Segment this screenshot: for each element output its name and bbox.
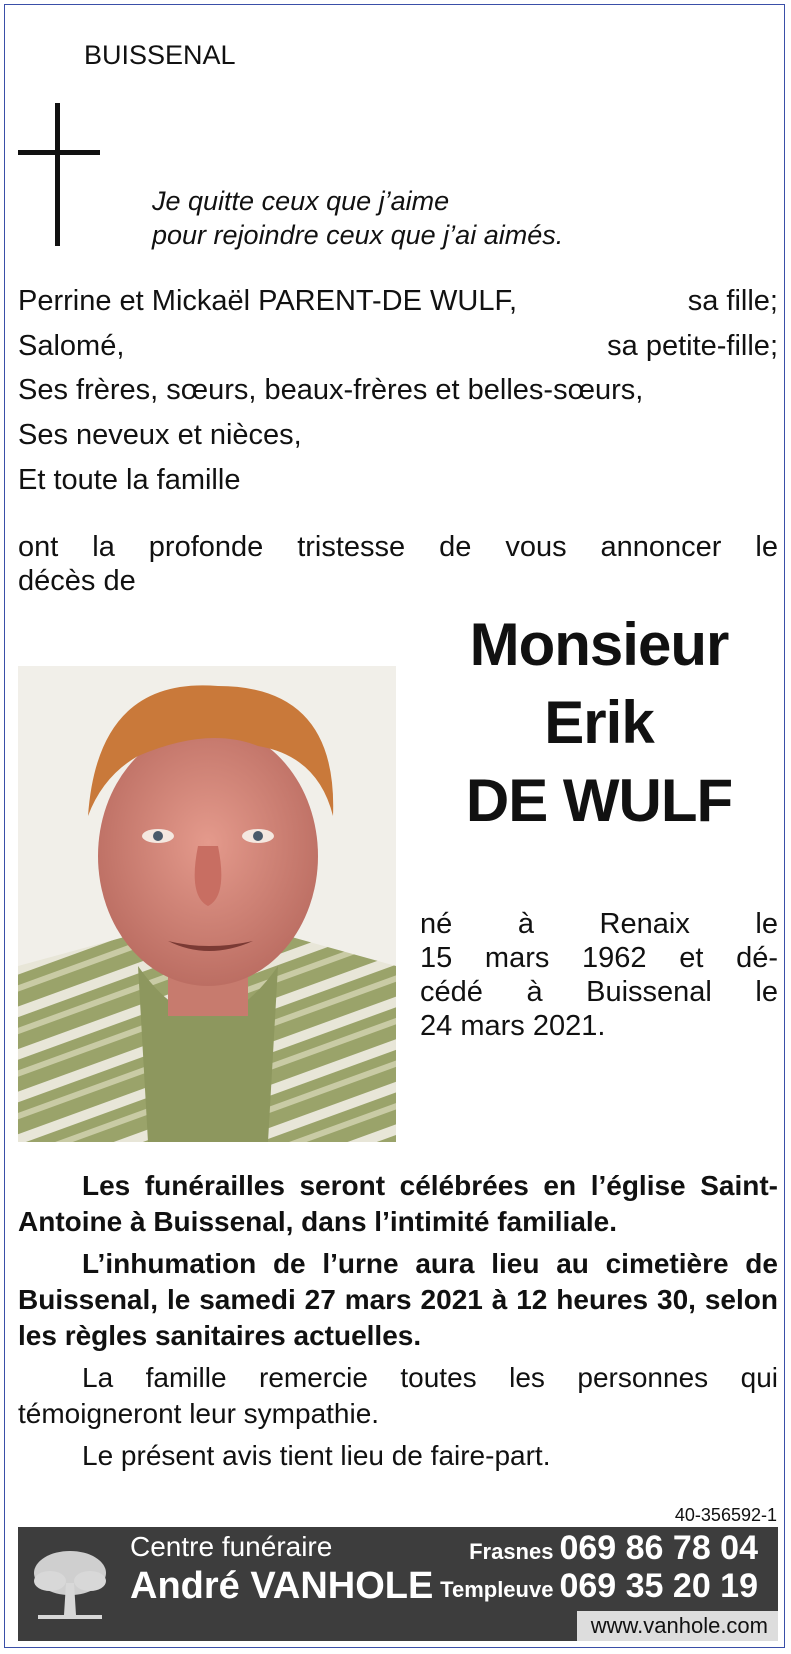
dates-line: 15 mars 1962 et dé-	[420, 942, 778, 974]
family-line	[18, 418, 778, 452]
deceased-last-name: DE WULF	[465, 767, 733, 834]
website-link[interactable]: www.vanhole.com	[577, 1611, 778, 1641]
funeral-details	[18, 1168, 778, 1474]
dates-line: 24 mars 2021.	[420, 1010, 606, 1042]
family-line	[18, 329, 778, 363]
phone-frasnes: Frasnes 069 86 78 04	[469, 1529, 758, 1567]
family-relation: sa petite-fille;	[607, 330, 778, 362]
thanks-note: La famille remercie toutes les personnes qui témoigneront leur sympathie.	[18, 1362, 778, 1429]
funeral-ceremony: Les funérailles seront célébrées en l’église Saint-Antoine à Buissenal, dans l’intimité familiale.	[18, 1170, 778, 1237]
cross-icon	[55, 103, 60, 246]
location-heading: BUISSENAL	[84, 40, 236, 70]
family-line	[18, 284, 778, 318]
dates-line: cédé à Buissenal le	[420, 976, 778, 1008]
family-member: Perrine et Mickaël PARENT-DE WULF,	[18, 285, 518, 317]
epitaph-quote	[152, 184, 563, 252]
family-line	[18, 373, 778, 407]
announcement-line: ont la profonde tristesse de vous annoncer le	[18, 531, 778, 563]
cross-icon-bar	[18, 150, 100, 155]
family-member: Et toute la famille	[18, 464, 241, 496]
family-member: Ses frères, sœurs, beaux-frères et belles-sœurs,	[18, 374, 644, 406]
family-member: Ses neveux et nièces,	[18, 419, 302, 451]
deceased-title: Monsieur	[469, 611, 729, 678]
tree-icon	[30, 1545, 110, 1623]
reference-number: 40-356592-1	[674, 1505, 777, 1525]
birth-death-dates	[420, 907, 778, 1043]
deceased-first-name: Erik	[544, 689, 654, 756]
family-line	[18, 463, 778, 497]
family-member: Salomé,	[18, 330, 125, 362]
deceased-photo	[18, 666, 396, 1142]
family-relation: sa fille;	[687, 285, 778, 317]
dates-line: né à Renaix le	[420, 908, 778, 940]
burial-details: L’inhumation de l’urne aura lieu au cimetière de Buissenal, le samedi 27 mars 2021 à 12 heures 30, selon les règles sanitaires actuelles.	[18, 1248, 778, 1351]
phone-templeuve: Templeuve 069 35 20 19	[440, 1567, 758, 1605]
quote-line: pour rejoindre ceux que j’ai aimés.	[152, 220, 564, 250]
announcement-line: décès de	[18, 565, 136, 597]
funeral-home-name: André VANHOLE	[130, 1565, 434, 1607]
quote-line: Je quitte ceux que j’aime	[152, 186, 450, 216]
funeral-home-banner	[18, 1527, 778, 1641]
faire-part-note: Le présent avis tient lieu de faire-part.	[82, 1440, 551, 1471]
funeral-home-label: Centre funéraire	[130, 1531, 333, 1562]
